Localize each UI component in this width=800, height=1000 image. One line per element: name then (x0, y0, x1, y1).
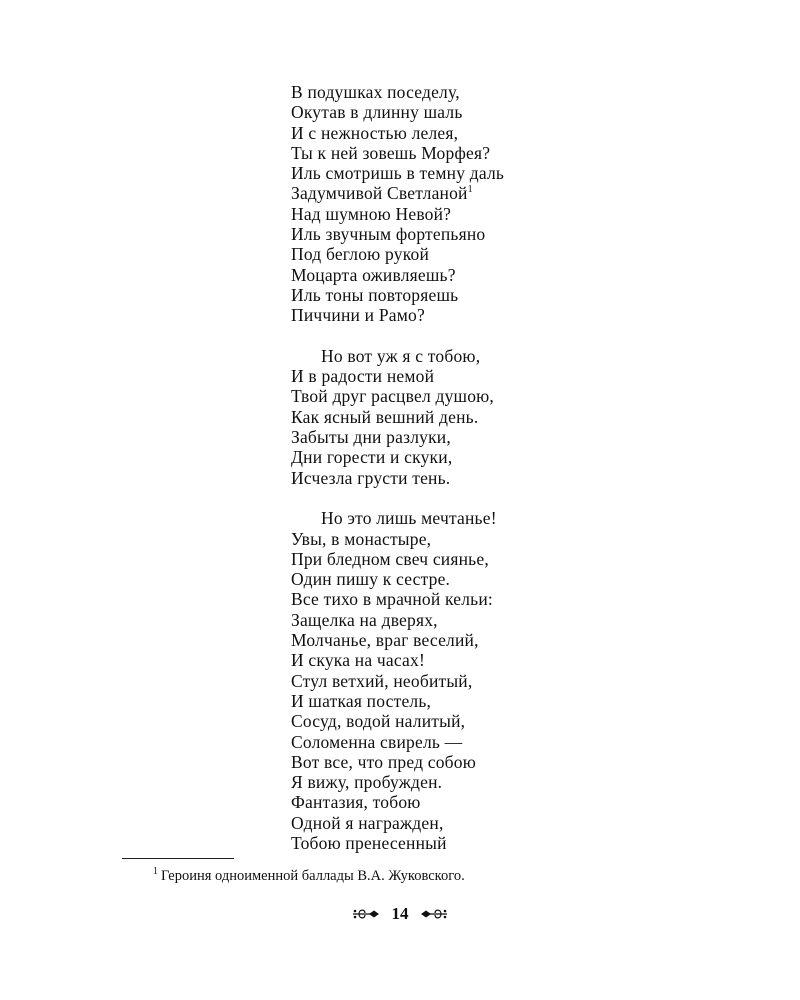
stanza-1 (291, 82, 621, 326)
poem-line: Моцарта оживляешь? (291, 264, 456, 285)
poem-line: Как ясный вешний день. (291, 406, 479, 427)
footnote-text: Героиня одноименной баллады В.А. Жуковского. (161, 868, 465, 884)
footnote-mark: 1 (153, 866, 158, 877)
poem-line: Ты к ней зовешь Морфея? (291, 142, 491, 163)
poem-line: Твой друг расцвел душою, (291, 386, 494, 407)
poem-line: Вот все, что пред собою (291, 751, 476, 772)
poem-line: Дни горести и скуки, (291, 447, 453, 468)
poem-line: Я вижу, пробужден. (291, 772, 443, 793)
poem-line: И с нежностью лелея, (291, 122, 459, 143)
poem-line: Исчезла грусти тень. (291, 467, 451, 488)
stanza-2 (291, 346, 621, 488)
poem-line: Фантазия, тобою (291, 792, 421, 813)
footnote (153, 868, 465, 885)
poem-line: Иль тоны повторяешь (291, 284, 459, 305)
poem-line: При бледном свеч сиянье, (291, 548, 489, 569)
poem-line-with-footnote (291, 183, 621, 203)
poem-line: Все тихо в мрачной кельи: (291, 589, 493, 610)
left-ornament-icon (351, 907, 381, 921)
poem-line: Молчанье, враг веселий, (291, 630, 479, 651)
right-ornament-icon (419, 907, 449, 921)
footnote-reference-mark: 1 (467, 184, 473, 196)
poem-line: Увы, в монастыре, (291, 528, 432, 549)
footnote-separator (122, 858, 234, 859)
poem-line: Соломенна свирель — (291, 731, 463, 752)
poem-line: Над шумною Невой? (291, 203, 452, 224)
poem-line: Иль смотришь в темну даль (291, 163, 505, 184)
page-number: 14 (391, 904, 409, 924)
poem-line-indented: Но вот уж я с тобою, (321, 345, 481, 366)
poem-line-indented: Но это лишь мечтанье! (321, 508, 497, 529)
poem-line-text: Задумчивой Светланой (291, 183, 468, 204)
stanza-3 (291, 508, 621, 853)
poem-line: И в радости немой (291, 366, 435, 387)
poem-line: И скука на часах! (291, 650, 425, 671)
page-footer (0, 903, 800, 924)
poem-line: В подушках поседелу, (291, 82, 460, 102)
poem-line: Одной я награжден, (291, 812, 444, 833)
poem-line: Защелка на дверях, (291, 609, 438, 630)
poem-line: Иль звучным фортепьяно (291, 224, 486, 245)
poem-text (291, 82, 621, 874)
poem-line: Один пишу к сестре. (291, 569, 451, 590)
poem-line: Под беглою рукой (291, 244, 430, 265)
poem-line: Окутав в длинну шаль (291, 102, 463, 123)
poem-line: Тобою пренесенный (291, 832, 447, 853)
poem-line: Забыты дни разлуки, (291, 427, 451, 448)
poem-line: Стул ветхий, необитый, (291, 670, 473, 691)
poem-line: Сосуд, водой налитый, (291, 711, 466, 732)
poem-line: И шаткая постель, (291, 690, 432, 711)
poem-line: Пиччини и Рамо? (291, 305, 425, 326)
